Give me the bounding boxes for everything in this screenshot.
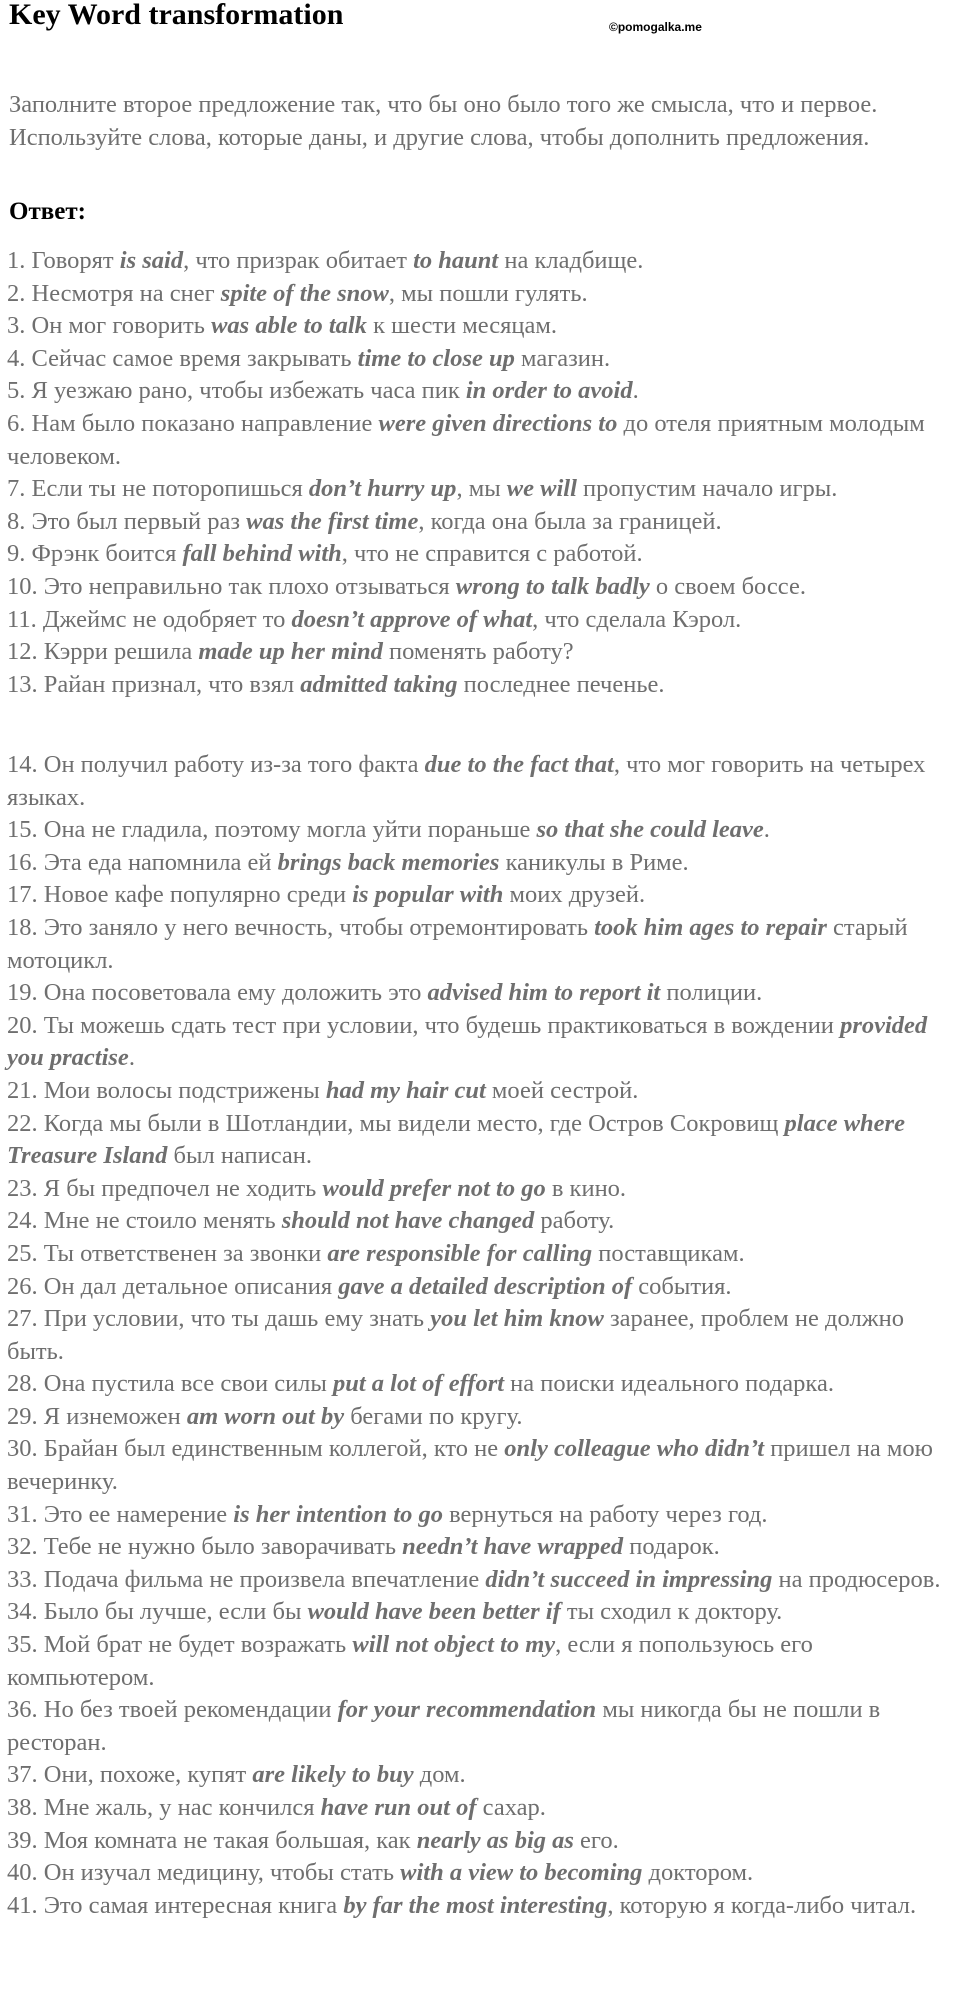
answer-number: 2. [7, 279, 32, 307]
answer-keyphrase: admitted taking [300, 670, 458, 698]
answer-text: Это самая интересная книга [43, 1891, 344, 1919]
answer-text: на поиски идеального подарка. [504, 1370, 834, 1398]
answer-text: Она посоветовала ему доложить это [43, 979, 428, 1007]
answer-text: . [632, 377, 639, 405]
answer-keyphrase: due to the fact that [424, 751, 614, 778]
answer-item [7, 749, 955, 814]
answer-item [7, 506, 955, 539]
answer-number: 35. [7, 1631, 44, 1659]
answer-keyphrase: so that she could leave [536, 816, 764, 844]
answer-number: 33. [7, 1565, 44, 1593]
answer-text: Он дал детальное описания [43, 1272, 339, 1300]
answer-keyphrase: with a view to becoming [400, 1859, 643, 1887]
answer-number: 3. [7, 312, 32, 340]
answer-text: Говорят [31, 247, 120, 274]
answer-text: мы никогда бы не пошли в ресторан. [7, 1696, 881, 1756]
answer-keyphrase: took him ages to repair [594, 913, 827, 941]
answer-text: , что мог говорить на четырех языках. [7, 751, 926, 811]
answer-text: Фрэнк боится [31, 540, 183, 568]
answer-text: вернуться на работу через год. [442, 1500, 768, 1528]
answer-text: каникулы в Риме. [499, 848, 689, 876]
answer-text: Райан признал, что взял [43, 670, 301, 698]
answer-keyphrase: don’t hurry up [308, 475, 457, 503]
answer-number: 41. [7, 1891, 44, 1919]
answer-keyphrase: only colleague who didn’t [504, 1435, 765, 1463]
answer-text: Ты можешь сдать тест при условии, что будешь практиковаться в вождении [43, 1011, 841, 1039]
answer-number: 26. [7, 1272, 44, 1300]
answer-item [7, 1890, 955, 1923]
answer-number: 17. [7, 881, 44, 909]
answer-text: старый мотоцикл. [7, 913, 908, 974]
answer-keyphrase: provided you practise [7, 1011, 928, 1072]
answer-item [7, 1759, 955, 1792]
answer-item [7, 408, 955, 473]
answer-text: пришел на мою вечеринку. [7, 1435, 933, 1496]
answer-item [7, 1368, 955, 1401]
answer-number: 29. [7, 1402, 44, 1430]
answer-text: , что не справится с работой. [341, 540, 643, 568]
answer-text: пропустим начало игры. [576, 475, 838, 503]
answer-number: 37. [7, 1761, 44, 1789]
answer-number: 27. [7, 1305, 44, 1333]
answer-number: 4. [7, 344, 32, 372]
answer-text: Нам было показано направление [31, 409, 379, 437]
answer-keyphrase: are responsible for calling [327, 1239, 593, 1267]
answer-keyphrase: is her intention to go [233, 1500, 443, 1528]
answer-text: Это ее намерение [43, 1500, 234, 1528]
answer-text: Джеймс не одобряет то [42, 605, 292, 633]
answer-number: 12. [7, 638, 44, 666]
answer-keyphrase: advised him to report it [427, 979, 661, 1007]
answer-number: 10. [7, 572, 44, 600]
answer-item [7, 1271, 955, 1304]
answer-text: Он мог говорить [31, 312, 212, 340]
answer-number: 14. [7, 751, 44, 778]
answer-keyphrase: nearly as big as [416, 1826, 574, 1854]
answer-number: 28. [7, 1370, 44, 1398]
answer-keyphrase: made up her mind [198, 638, 383, 666]
answer-keyphrase: you let him know [430, 1305, 604, 1333]
answer-text: Но без твоей рекомендации [43, 1696, 338, 1724]
answer-text: события. [632, 1272, 732, 1300]
answer-text: подарок. [623, 1533, 720, 1561]
answer-text: был написан. [167, 1142, 312, 1170]
answer-text: Было бы лучше, если бы [43, 1598, 308, 1626]
answer-number: 20. [7, 1011, 44, 1039]
answer-text: бегами по кругу. [344, 1402, 523, 1430]
answer-text: Она пустила все свои силы [43, 1370, 333, 1398]
answer-text: Мои волосы подстрижены [43, 1076, 326, 1104]
answer-number: 19. [7, 979, 44, 1007]
answer-item [7, 669, 955, 702]
answer-text: , если я попользуюсь его компьютером. [7, 1631, 813, 1691]
answer-item [7, 1857, 955, 1890]
answer-text: магазин. [514, 344, 611, 372]
answer-number: 6. [7, 409, 32, 437]
answer-text: Я бы предпочел не ходить [43, 1174, 323, 1202]
answer-text: Моя комната не такая большая, как [43, 1826, 417, 1854]
answer-keyphrase: are likely to buy [252, 1761, 414, 1789]
answer-text: моей сестрой. [485, 1076, 639, 1104]
answer-item [7, 636, 955, 669]
answer-item [7, 847, 955, 880]
answer-keyphrase: brings back memories [277, 848, 500, 876]
answer-item [7, 538, 955, 571]
answer-keyphrase: had my hair cut [325, 1076, 486, 1104]
answer-text: . [128, 1044, 135, 1072]
answer-text: до отеля приятным молодым человеком. [7, 409, 925, 470]
answer-text: о своем боссе. [649, 572, 806, 600]
answer-number: 13. [7, 670, 44, 698]
answer-number: 8. [7, 507, 32, 535]
answer-text: Новое кафе популярно среди [43, 881, 353, 909]
answer-item [7, 473, 955, 506]
answer-item [7, 604, 955, 637]
answer-text: Несмотря на снег [31, 279, 221, 307]
answer-number: 39. [7, 1826, 44, 1854]
answer-text: Брайан был единственным коллегой, кто не [43, 1435, 505, 1463]
answer-keyphrase: put a lot of effort [333, 1370, 505, 1398]
answer-text: . [763, 816, 770, 844]
answer-number: 40. [7, 1859, 44, 1887]
answer-text: последнее печенье. [457, 670, 665, 698]
answer-text: поменять работу? [382, 638, 574, 666]
answer-number: 16. [7, 848, 44, 876]
answer-text: к шести месяцам. [366, 312, 558, 340]
answer-item [7, 1499, 955, 1532]
answer-number: 31. [7, 1500, 44, 1528]
answer-item [7, 571, 955, 604]
answer-text: работу. [534, 1207, 615, 1235]
answer-text: , которую я когда-либо читал. [607, 1891, 917, 1919]
answer-keyphrase: time to close up [357, 344, 515, 372]
answer-item [7, 1825, 955, 1858]
answer-keyphrase: gave a detailed description of [338, 1272, 633, 1300]
answer-item [7, 343, 955, 376]
answer-text: , мы [456, 475, 507, 503]
answer-number: 18. [7, 913, 44, 941]
answer-text: Это заняло у него вечность, чтобы отремонтировать [43, 913, 595, 941]
answer-keyphrase: place where Treasure Island [7, 1109, 905, 1170]
answer-text: сахар. [476, 1794, 546, 1821]
answer-text: Тебе не нужно было заворачивать [43, 1533, 403, 1561]
answer-number: 7. [7, 475, 32, 503]
answer-keyphrase: needn’t have wrapped [402, 1533, 624, 1561]
answer-item [7, 1564, 955, 1597]
answer-keyphrase: didn’t succeed in impressing [485, 1565, 773, 1593]
answer-text: Я изнеможен [43, 1402, 187, 1430]
answer-text: Если ты не поторопишься [31, 475, 309, 503]
answer-text: на продюсеров. [772, 1565, 941, 1593]
answer-number: 5. [7, 377, 32, 405]
answer-list-part-1 [7, 245, 955, 701]
answer-number: 11. [7, 605, 43, 633]
answer-keyphrase: wrong to talk badly [455, 572, 650, 600]
answer-text: Это был первый раз [31, 507, 247, 535]
answer-item [7, 1108, 955, 1173]
answer-item [7, 375, 955, 408]
answer-item [7, 1205, 955, 1238]
answer-text: Он изучал медицину, чтобы стать [43, 1859, 401, 1887]
answer-text: Кэрри решила [43, 638, 199, 666]
answer-item [7, 245, 955, 278]
answer-keyphrase: fall behind with [182, 540, 342, 568]
answer-keyphrase: should not have changed [281, 1207, 535, 1235]
answer-text: заранее, проблем не должно быть. [7, 1305, 904, 1365]
answer-item [7, 879, 955, 912]
answer-text: Он получил работу из-за того факта [43, 751, 425, 778]
answer-text: Она не гладила, поэтому могла уйти пораньше [43, 816, 537, 844]
answer-keyphrase: for your recommendation [337, 1696, 597, 1724]
answer-number: 22. [7, 1109, 44, 1137]
answer-item [7, 1531, 955, 1564]
answer-keyphrase: would prefer not to go [322, 1174, 546, 1202]
answer-keyphrase: spite of the snow [220, 279, 389, 307]
answer-text: , что сделала Кэрол. [532, 605, 742, 633]
answer-text: на кладбище. [498, 247, 644, 274]
answer-number: 36. [7, 1696, 44, 1724]
answer-number: 34. [7, 1598, 44, 1626]
answer-keyphrase: doesn’t approve of what [291, 605, 533, 633]
answer-keyphrase: have run out of [320, 1794, 477, 1821]
answer-item [7, 1173, 955, 1206]
answer-text: полиции. [660, 979, 763, 1007]
answer-text: Они, похоже, купят [43, 1761, 253, 1789]
answer-keyphrase: was able to talk [211, 312, 367, 340]
answer-text: Мне не стоило менять [43, 1207, 282, 1235]
answer-number: 1. [7, 247, 32, 274]
answer-keyphrase: were given directions to [378, 409, 618, 437]
answer-text: поставщикам. [592, 1239, 745, 1267]
answer-keyphrase: is popular with [352, 881, 504, 909]
answer-text: дом. [413, 1761, 466, 1789]
answer-text: Когда мы были в Шотландии, мы видели место, где Остров Сокровищ [43, 1109, 785, 1137]
task-instructions: Заполните второе предложение так, что бы оно было того же смысла, что и первое. Используйте слова, которые даны, и другие слова, чтобы дополнить предложения. [9, 91, 878, 151]
answer-number: 38. [7, 1794, 44, 1821]
answer-keyphrase: am worn out by [186, 1402, 345, 1430]
answer-number: 9. [7, 540, 32, 568]
answer-item [7, 1792, 955, 1825]
answer-number: 30. [7, 1435, 44, 1463]
answer-heading: Ответ: [9, 198, 86, 225]
source-watermark: ©pomogalka.me [609, 20, 702, 34]
answer-keyphrase: will not object to my [352, 1631, 556, 1659]
answer-text: Подача фильма не произвела впечатление [43, 1565, 486, 1593]
answer-text: При условии, что ты дашь ему знать [43, 1305, 431, 1333]
answer-item [7, 1303, 955, 1368]
answer-item [7, 1238, 955, 1271]
answer-text: , мы пошли гулять. [388, 279, 588, 307]
answer-text: моих друзей. [503, 881, 646, 909]
answer-item [7, 310, 955, 343]
answer-text: Эта еда напомнила ей [43, 848, 278, 876]
answer-text: Я уезжаю рано, чтобы избежать часа пик [31, 377, 466, 405]
answer-text: его. [573, 1826, 619, 1854]
answer-item [7, 1010, 955, 1075]
answer-item [7, 1075, 955, 1108]
answer-item [7, 1401, 955, 1434]
answer-number: 15. [7, 816, 44, 844]
answer-keyphrase: we will [506, 475, 577, 503]
answer-keyphrase: in order to avoid [465, 377, 633, 405]
answer-text: Это неправильно так плохо отзываться [43, 572, 456, 600]
answer-keyphrase: was the first time [246, 507, 419, 535]
answer-item [7, 1629, 955, 1694]
answer-item [7, 977, 955, 1010]
answer-text: в кино. [545, 1174, 627, 1202]
answer-keyphrase: would have been better if [307, 1598, 561, 1626]
answer-item [7, 912, 955, 977]
answer-text: Мне жаль, у нас кончился [43, 1794, 321, 1821]
answer-number: 24. [7, 1207, 44, 1235]
answer-text: Мой брат не будет возражать [43, 1631, 353, 1659]
answer-item [7, 278, 955, 311]
answer-item [7, 1433, 955, 1498]
answer-number: 32. [7, 1533, 44, 1561]
answer-item [7, 1694, 955, 1759]
answer-item [7, 814, 955, 847]
answer-text: Ты ответственен за звонки [43, 1239, 328, 1267]
answer-keyphrase: is said [119, 247, 184, 274]
answer-number: 25. [7, 1239, 44, 1267]
answer-text: Сейчас самое время закрывать [31, 344, 358, 372]
answer-text: доктором. [642, 1859, 754, 1887]
answer-list-part-2 [7, 749, 955, 1922]
answer-number: 21. [7, 1076, 44, 1104]
answer-keyphrase: by far the most interesting [343, 1891, 608, 1919]
answer-number: 23. [7, 1174, 44, 1202]
answer-keyphrase: to haunt [413, 247, 499, 274]
page-title: Key Word transformation [9, 0, 344, 31]
answer-text: , когда она была за границей. [418, 507, 722, 535]
answer-text: , что призрак обитает [183, 247, 414, 274]
answer-item [7, 1596, 955, 1629]
answer-text: ты сходил к доктору. [560, 1598, 783, 1626]
